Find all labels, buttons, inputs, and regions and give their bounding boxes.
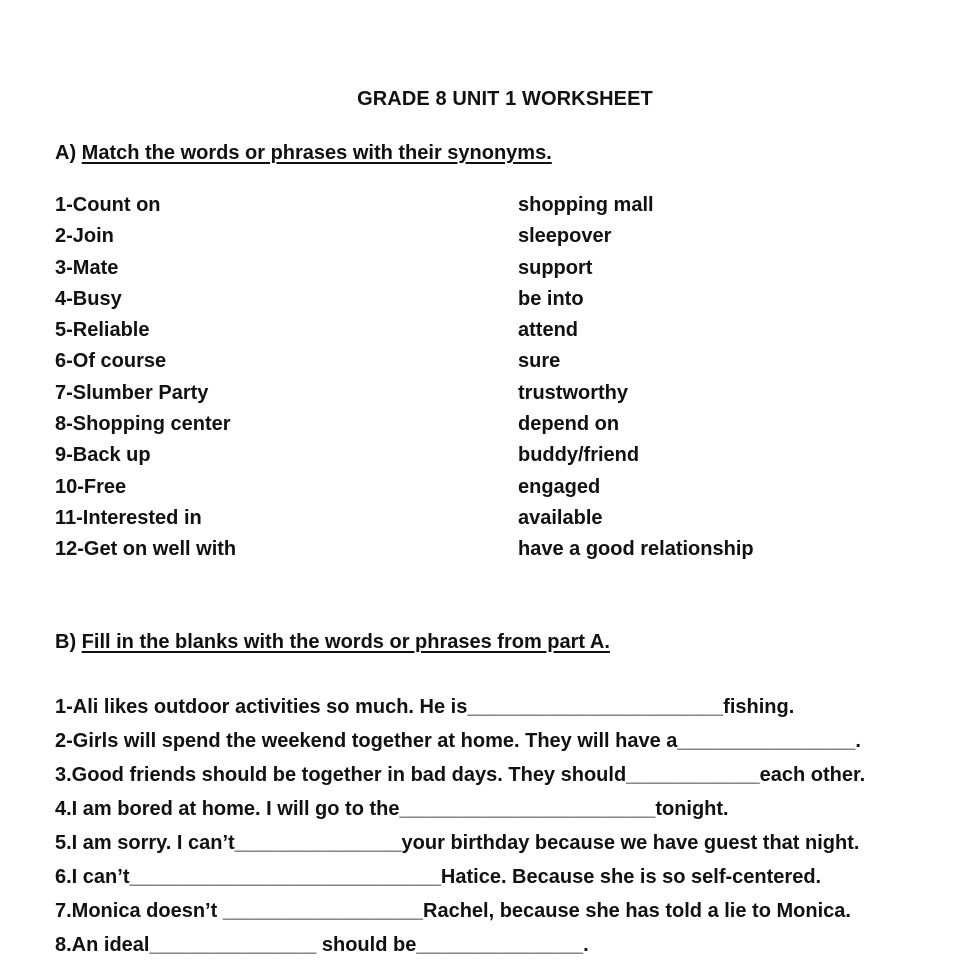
synonym-item: support (518, 256, 593, 279)
synonym-list (518, 193, 754, 569)
worksheet-title: GRADE 8 UNIT 1 WORKSHEET (357, 88, 653, 110)
fill-in-sentence: 5.I am sorry. I can’t_______________your birthday because we have guest that night. (55, 832, 860, 854)
word-item: 9-Back up (55, 444, 151, 467)
fill-in-sentence: 1-Ali likes outdoor activities so much. He is_______________________fishing. (55, 696, 795, 718)
word-item: 3-Mate (55, 256, 119, 279)
section-b-heading (55, 631, 610, 654)
synonym-item: be into (518, 287, 584, 310)
word-item: 10-Free (55, 475, 127, 498)
fill-in-sentence: 4.I am bored at home. I will go to the_______________________tonight. (55, 798, 729, 820)
word-item: 12-Get on well with (55, 538, 237, 561)
synonym-item: have a good relationship (518, 538, 754, 561)
word-item: 1-Count on (55, 194, 161, 216)
fill-in-sentence: 8.An ideal_______________ should be_______________. (55, 934, 589, 956)
section-a-prefix: A) (55, 142, 77, 164)
synonym-item: depend on (518, 413, 620, 436)
word-item: 5-Reliable (55, 319, 150, 342)
synonym-item: sleepover (518, 225, 612, 248)
synonym-item: attend (518, 319, 578, 342)
word-item: 7-Slumber Party (55, 381, 209, 404)
word-item: 6-Of course (55, 350, 167, 373)
word-item: 2-Join (55, 225, 114, 248)
synonym-item: trustworthy (518, 381, 628, 404)
word-item: 8-Shopping center (55, 413, 231, 436)
section-b-prefix: B) (55, 631, 77, 653)
word-item: 4-Busy (55, 287, 122, 310)
synonym-item: sure (518, 350, 561, 373)
synonym-item: available (518, 506, 603, 529)
section-a-heading (55, 142, 552, 165)
word-item: 11-Interested in (55, 506, 202, 529)
synonym-item: shopping mall (518, 194, 654, 216)
section-a-instruction: Match the words or phrases with their synonyms. (81, 142, 552, 164)
section-b-instruction: Fill in the blanks with the words or phrases from part A. (81, 631, 610, 653)
fill-in-sentence: 3.Good friends should be together in bad days. They should____________each other. (55, 764, 866, 786)
synonym-item: buddy/friend (518, 444, 640, 467)
fill-in-sentence: 6.I can’t____________________________Hatice. Because she is so self-centered. (55, 866, 822, 888)
fill-in-sentence: 7.Monica doesn’t __________________Rachel, because she has told a lie to Monica. (55, 900, 851, 922)
word-list (55, 193, 236, 569)
fill-in-sentence-list (55, 694, 865, 966)
fill-in-sentence: 2-Girls will spend the weekend together at home. They will have a________________. (55, 730, 861, 752)
synonym-item: engaged (518, 475, 601, 498)
